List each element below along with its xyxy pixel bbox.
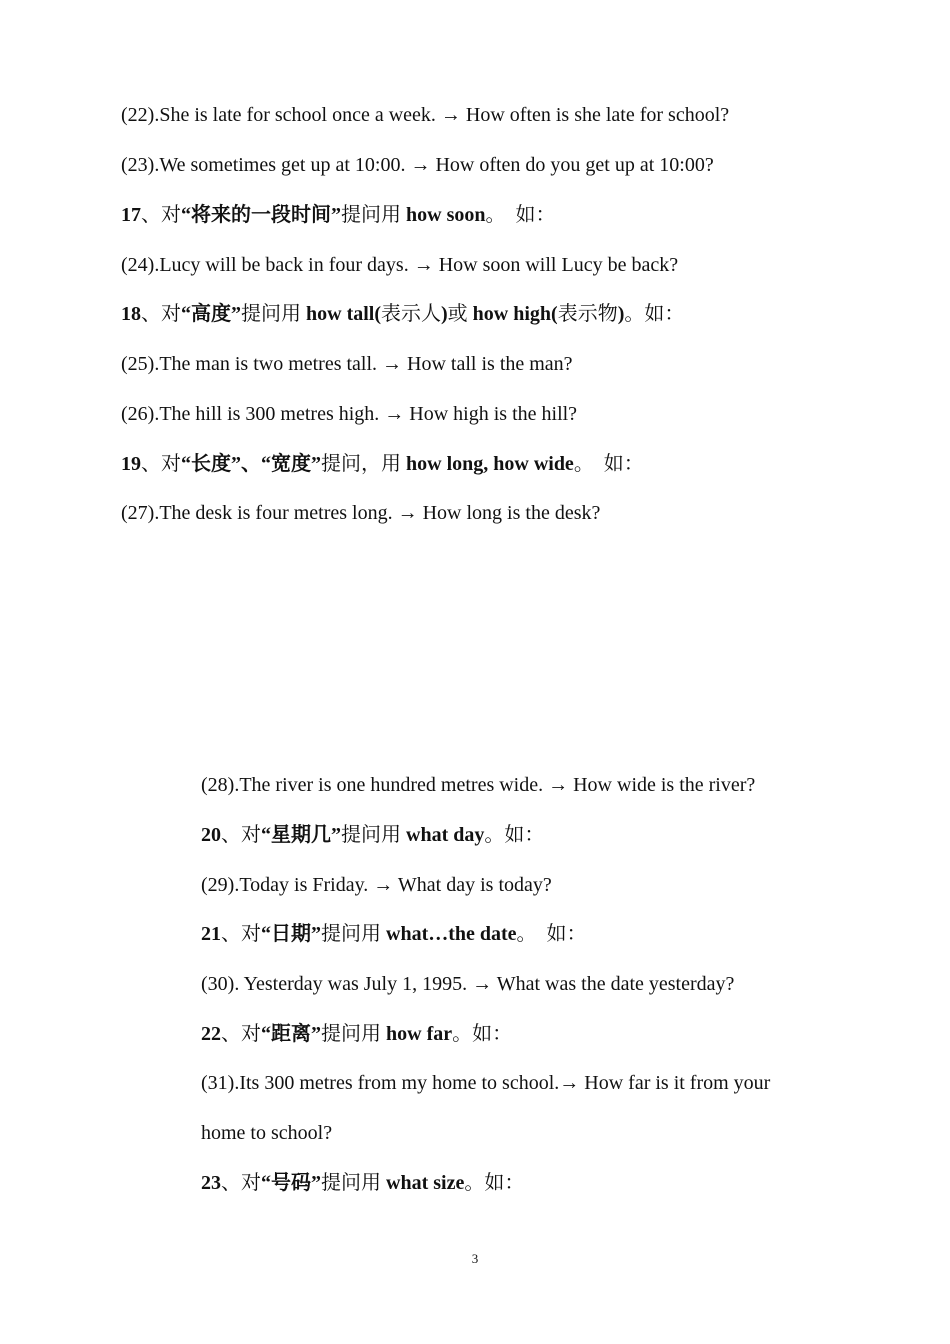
rule-number: 23 <box>201 1172 221 1194</box>
rule-topic: “星期几” <box>261 824 341 846</box>
rule-heading-19: 19、对“长度”、“宽度”提问，用 how long, how wide。 如： <box>121 453 644 475</box>
example-line-27: (27).The desk is four metres long. → How long is the desk? <box>121 502 601 524</box>
rule-keyword: what day <box>406 824 485 846</box>
rule-keyword: how high( <box>472 303 558 325</box>
rule-topic: “将来的一段时间” <box>181 204 341 226</box>
rule-topic: “号码” <box>261 1172 321 1194</box>
example-line-31: (31).Its 300 metres from my home to school.→ How far is it from your <box>201 1072 771 1094</box>
rule-topic: “日期” <box>261 923 321 945</box>
example-line-30: (30). Yesterday was July 1, 1995. → What was the date yesterday? <box>201 973 735 995</box>
example-line-22: (22).She is late for school once a week. → How often is she late for school? <box>121 104 730 126</box>
rule-number: 19 <box>121 453 141 475</box>
rule-heading-23: 23、对“号码”提问用 what size。如： <box>201 1172 525 1194</box>
example-line-29: (29).Today is Friday. → What day is today? <box>201 874 552 896</box>
rule-heading-17: 17、对“将来的一段时间”提问用 how soon。 如： <box>121 204 556 226</box>
rule-number: 20 <box>201 824 221 846</box>
rule-keyword: how tall( <box>306 303 381 325</box>
rule-number: 18 <box>121 303 141 325</box>
example-line-25: (25).The man is two metres tall. → How tall is the man? <box>121 353 573 375</box>
rule-topic: “高度” <box>181 303 241 325</box>
example-line-23: (23).We sometimes get up at 10:00. → How often do you get up at 10:00? <box>121 154 714 176</box>
example-line-26: (26).The hill is 300 metres high. → How high is the hill? <box>121 403 578 425</box>
rule-heading-21: 21、对“日期”提问用 what…the date。 如： <box>201 923 587 945</box>
example-line-24: (24).Lucy will be back in four days. → How soon will Lucy be back? <box>121 254 679 276</box>
rule-keyword: what…the date <box>386 923 517 945</box>
rule-keyword: how soon <box>406 204 486 226</box>
rule-keyword: what size <box>386 1172 465 1194</box>
rule-keyword: how far <box>386 1023 453 1045</box>
rule-topic: “距离” <box>261 1023 321 1045</box>
rule-keyword: how long, how wide <box>406 453 574 475</box>
page-number: 3 <box>471 1251 479 1266</box>
rule-number: 21 <box>201 923 221 945</box>
rule-topic: “长度”、“宽度” <box>181 453 321 475</box>
example-line-28: (28).The river is one hundred metres wide. → How wide is the river? <box>201 774 756 796</box>
rule-number: 22 <box>201 1023 221 1045</box>
rule-heading-22: 22、对“距离”提问用 how far。如： <box>201 1023 513 1045</box>
rule-heading-18: 18、对“高度”提问用 how tall(表示人)或 how high(表示物)。如： <box>121 303 685 325</box>
rule-heading-20: 20、对“星期几”提问用 what day。如： <box>201 824 545 846</box>
rule-number: 17 <box>121 204 141 226</box>
example-line-31-continued: home to school? <box>201 1122 333 1144</box>
